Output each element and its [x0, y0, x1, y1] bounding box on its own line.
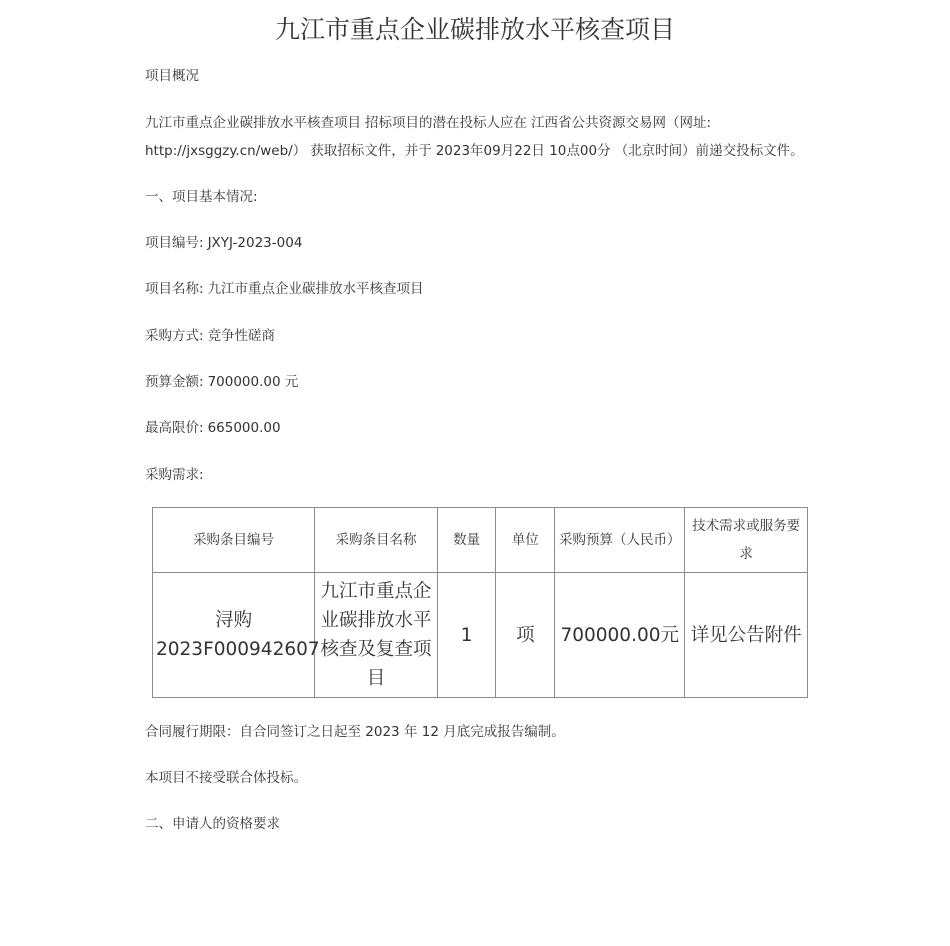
project-number-value: JXYJ-2023-004	[207, 235, 303, 251]
cell-item-name: 九江市重点企业碳排放水平核查及复查项目	[315, 573, 438, 698]
budget-label: 预算金额:	[145, 374, 204, 390]
header-item-number: 采购条目编号	[153, 508, 315, 573]
project-number-label: 项目编号:	[145, 235, 204, 251]
consortium-note: 本项目不接受联合体投标。	[145, 770, 307, 786]
procurement-method-value: 竞争性磋商	[207, 328, 276, 344]
page-title: 九江市重点企业碳排放水平核查项目	[274, 15, 675, 44]
intro-line-1	[145, 113, 711, 133]
header-item-name: 采购条目名称	[315, 508, 438, 573]
procurement-method-label: 采购方式:	[145, 328, 204, 344]
max-price-row	[145, 418, 281, 438]
cell-quantity: 1	[437, 573, 496, 698]
table-row	[153, 573, 808, 698]
intro-text-3: （北京时间）前递交投标文件。	[614, 143, 804, 159]
table-header-row	[153, 508, 808, 573]
intro-text: 招标项目的潜在投标人应在	[365, 115, 527, 131]
intro-line-2	[145, 141, 804, 161]
intro-text-2: 获取招标文件，并于	[310, 143, 432, 159]
project-number-row	[145, 233, 302, 253]
max-price-value: 665000.00	[207, 420, 281, 436]
intro-url[interactable]: http://jxsggzy.cn/web/）	[145, 143, 307, 159]
requirements-heading: 采购需求:	[145, 467, 204, 483]
procurement-method-row	[145, 326, 275, 346]
intro-platform: 江西省公共资源交易网（网址:	[531, 115, 712, 131]
intro-deadline: 2023年09月22日 10点00分	[435, 143, 611, 159]
cell-unit: 项	[496, 573, 555, 698]
cell-budget: 700000.00元	[555, 573, 685, 698]
project-name-label: 项目名称:	[145, 281, 204, 297]
project-name-row	[145, 279, 424, 299]
header-budget: 采购预算（人民币）	[555, 508, 685, 573]
cell-item-number: 浔购2023F000942607	[153, 573, 315, 698]
header-unit: 单位	[496, 508, 555, 573]
budget-row	[145, 372, 298, 392]
requirements-table	[152, 507, 808, 698]
overview-heading: 项目概况	[145, 68, 199, 84]
intro-project-name: 九江市重点企业碳排放水平核查项目	[145, 115, 361, 131]
header-quantity: 数量	[437, 508, 496, 573]
max-price-label: 最高限价:	[145, 420, 204, 436]
budget-value: 700000.00 元	[207, 374, 299, 390]
header-tech-requirements: 技术需求或服务要求	[685, 508, 808, 573]
section-2-heading: 二、申请人的资格要求	[145, 816, 280, 832]
cell-tech-requirements: 详见公告附件	[685, 573, 808, 698]
project-name-value: 九江市重点企业碳排放水平核查项目	[207, 281, 424, 297]
section-1-heading: 一、项目基本情况:	[145, 189, 258, 205]
contract-period: 合同履行期限：自合同签订之日起至 2023 年 12 月底完成报告编制。	[145, 724, 565, 740]
